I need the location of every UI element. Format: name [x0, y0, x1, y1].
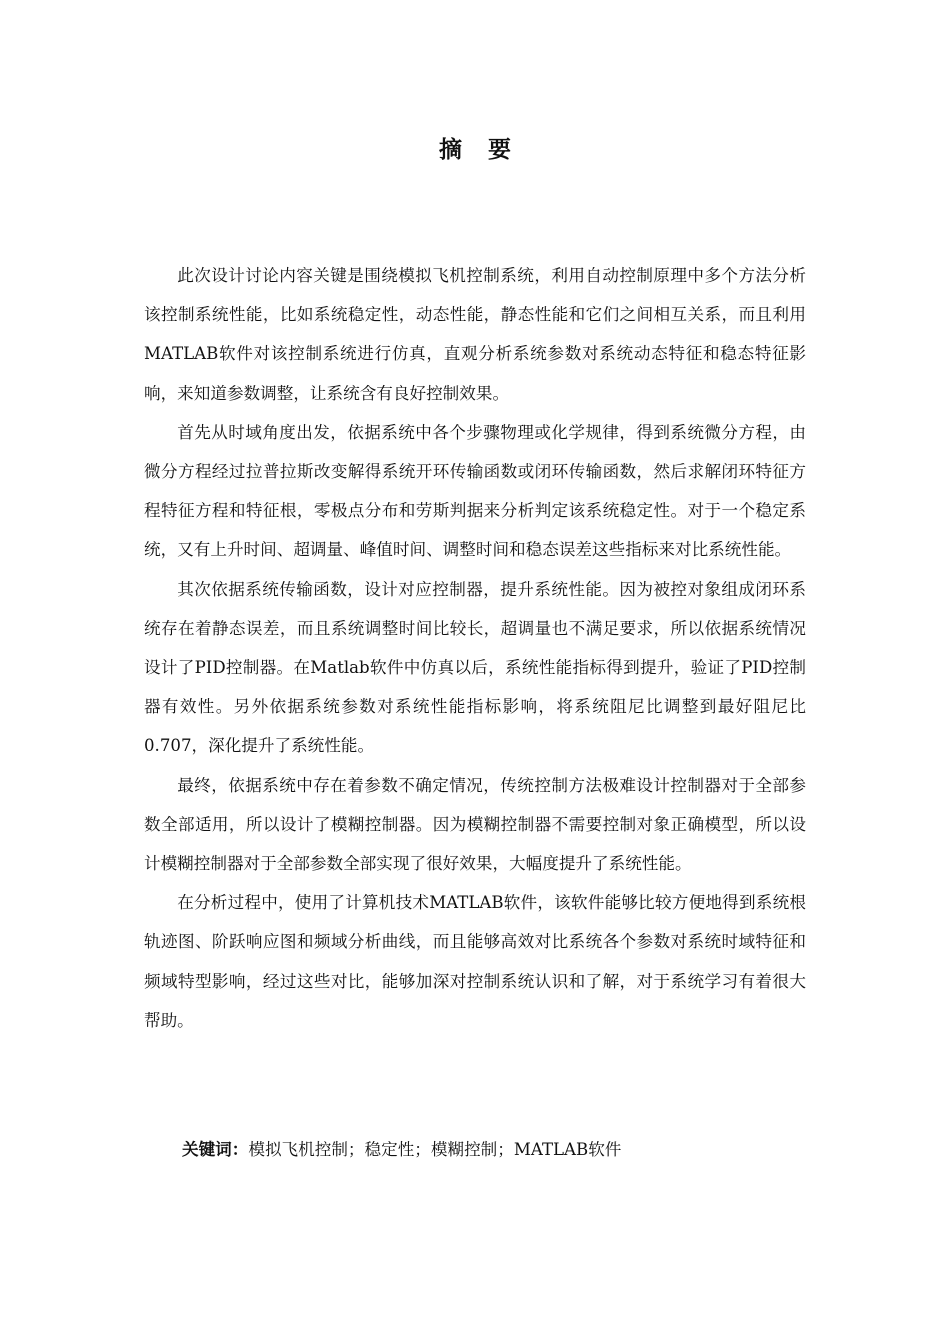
abstract-paragraph-3: 其次依据系统传输函数，设计对应控制器，提升系统性能。因为被控对象组成闭环系统存在着静态误差，而且系统调整时间比较长，超调量也不满足要求，所以依据系统情况设计了PID控制器。在Matlab软件中仿真以后，系统性能指标得到提升，验证了PID控制器有效性。另外依据系统参数对系统性能指标影响，将系统阻尼比调整到最好阻尼比0.707，深化提升了系统性能。 [144, 579, 806, 756]
keywords-text: 模拟飞机控制；稳定性；模糊控制；MATLAB软件 [248, 1140, 622, 1159]
abstract-paragraph-2: 首先从时域角度出发，依据系统中各个步骤物理或化学规律，得到系统微分方程，由微分方程经过拉普拉斯改变解得系统开环传输函数或闭环传输函数，然后求解闭环特征方程特征方程和特征根，零极点分布和劳斯判据来分析判定该系统稳定性。对于一个稳定系统，又有上升时间、超调量、峰值时间、调整时间和稳态误差这些指标来对比系统性能。 [144, 422, 806, 560]
abstract-paragraph-1: 此次设计讨论内容关键是围绕模拟飞机控制系统，利用自动控制原理中多个方法分析该控制系统性能，比如系统稳定性，动态性能，静态性能和它们之间相互关系，而且利用MATLAB软件对该控制系统进行仿真，直观分析系统参数对系统动态特征和稳态特征影响，来知道参数调整，让系统含有良好控制效果。 [144, 266, 806, 403]
keywords-line [182, 1130, 802, 1169]
abstract-body [144, 256, 806, 1040]
abstract-paragraph-5: 在分析过程中，使用了计算机技术MATLAB软件，该软件能够比较方便地得到系统根轨迹图、阶跃响应图和频域分析曲线，而且能够高效对比系统各个参数对系统时域特征和频域特型影响，经过这些对比，能够加深对控制系统认识和了解，对于系统学习有着很大帮助。 [144, 893, 806, 1030]
keywords-label: 关键词： [182, 1140, 249, 1159]
page-title: 摘要 [439, 137, 537, 163]
abstract-paragraph-4: 最终，依据系统中存在着参数不确定情况，传统控制方法极难设计控制器对于全部参数全部适用，所以设计了模糊控制器。因为模糊控制器不需要控制对象正确模型，所以设计模糊控制器对于全部参数全部实现了很好效果，大幅度提升了系统性能。 [144, 775, 806, 874]
